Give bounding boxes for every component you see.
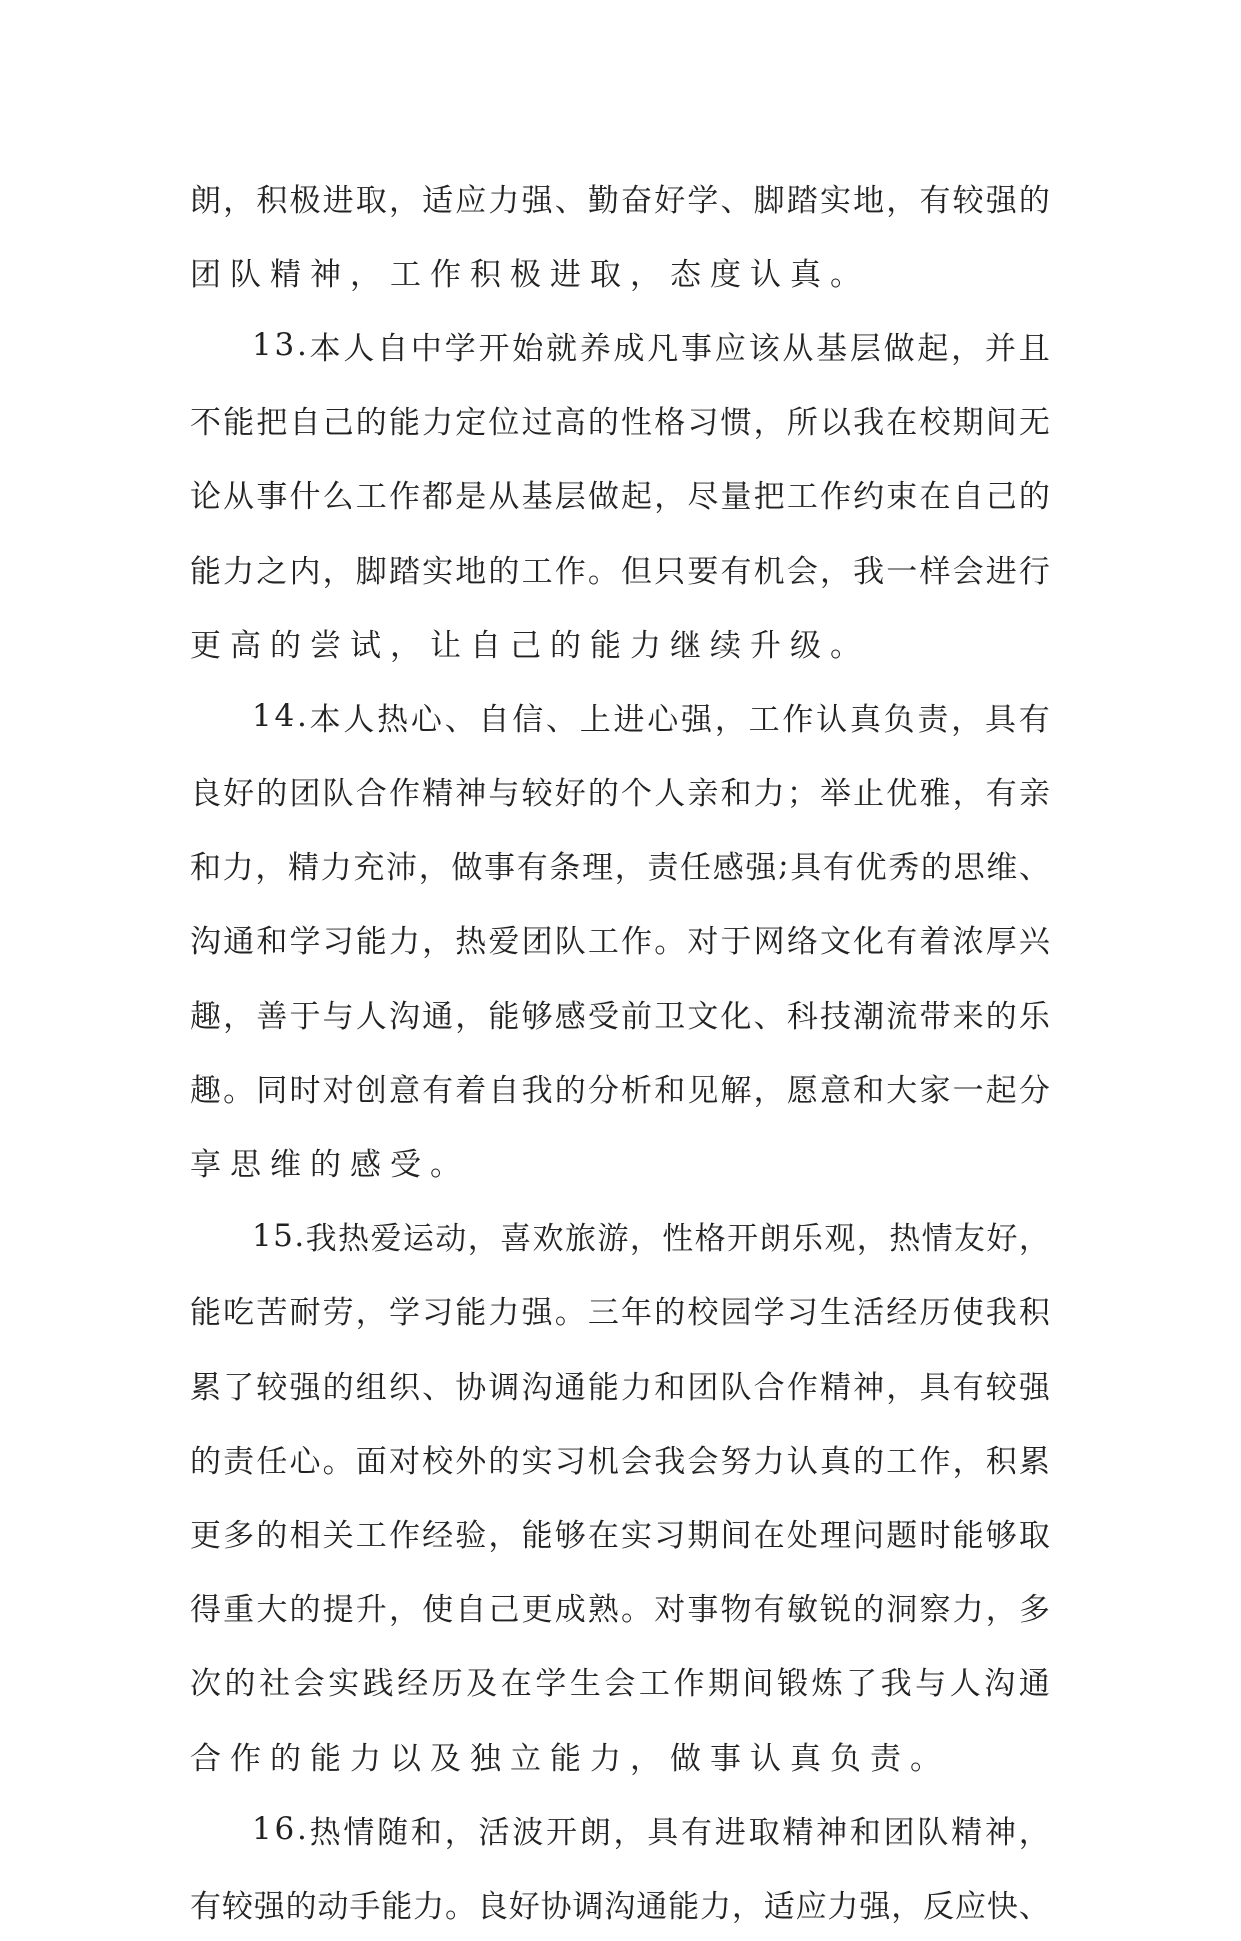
paragraph-first-line: 1 3 . 本 人 自 中 学 开 始 就 养 成 凡 事 应 该 从 基 层 做 起 ， 并 且 [252,327,1050,367]
paragraph-first-line: 1 5 . 我 热 爱 运 动 ， 喜 欢 旅 游 ， 性 格 开 朗 乐 观 ， 热 情 友 好 ， [252,1217,1050,1258]
paragraph-first-line: 1 4 . 本 人 热 心 、 自 信 、 上 进 心 强 ， 工 作 认 真 负 责 ， 具 有 [252,698,1050,738]
text-line: 享思维的感受。 [190,1147,470,1184]
text-line: 趣 。 同 时 对 创 意 有 着 自 我 的 分 析 和 见 解 ， 愿 意 和 大 家 一 起 分 [190,1072,1050,1109]
text-line: 合作的能力以及独立能力，做事认真负责。 [190,1740,950,1777]
text-line: 团队精神，工作积极进取，态度认真。 [190,256,870,293]
text-line: 更高的尝试，让自己的能力继续升级。 [190,627,870,664]
text-line: 沟 通 和 学 习 能 力 ， 热 爱 团 队 工 作 。 对 于 网 络 文 化 有 着 浓 厚 兴 [190,924,1050,961]
text-line: 的 责 任 心 。 面 对 校 外 的 实 习 机 会 我 会 努 力 认 真 的 工 作 ， 积 累 [190,1443,1050,1480]
text-line: 累 了 较 强 的 组 织 、 协 调 沟 通 能 力 和 团 队 合 作 精 神 ， 具 有 较 强 [190,1369,1050,1406]
text-line: 不 能 把 自 己 的 能 力 定 位 过 高 的 性 格 习 惯 ， 所 以 我 在 校 期 间 无 [190,405,1050,442]
document-body [190,160,1050,1941]
text-line: 良 好 的 团 队 合 作 精 神 与 较 好 的 个 人 亲 和 力 ； 举 止 优 雅 ， 有 亲 [190,776,1050,813]
text-line: 能 吃 苦 耐 劳 ， 学 习 能 力 强 。 三 年 的 校 园 学 习 生 活 经 历 使 我 积 [190,1295,1050,1332]
text-line: 次 的 社 会 实 践 经 历 及 在 学 生 会 工 作 期 间 锻 炼 了 我 与 人 沟 通 [190,1666,1050,1703]
text-line: 得 重 大 的 提 升 ， 使 自 己 更 成 熟 。 对 事 物 有 敏 锐 的 洞 察 力 ， 多 [190,1592,1050,1629]
text-line: 和 力 ， 精 力 充 沛 ， 做 事 有 条 理 ， 责 任 感 强 ; 具 有 优 秀 的 思 维 、 [190,846,1050,887]
paragraph-first-line: 1 6 . 热 情 随 和 ， 活 波 开 朗 ， 具 有 进 取 精 神 和 团 队 精 神 ， [252,1811,1050,1851]
text-line: 趣 ， 善 于 与 人 沟 通 ， 能 够 感 受 前 卫 文 化 、 科 技 潮 流 带 来 的 乐 [190,998,1050,1035]
text-line: 论 从 事 什 么 工 作 都 是 从 基 层 做 起 ， 尽 量 把 工 作 约 束 在 自 己 的 [190,479,1050,516]
text-line: 更 多 的 相 关 工 作 经 验 ， 能 够 在 实 习 期 间 在 处 理 问 题 时 能 够 取 [190,1517,1050,1554]
text-line: 朗 ， 积 极 进 取 ， 适 应 力 强 、 勤 奋 好 学 、 脚 踏 实 地 ， 有 较 强 的 [190,182,1050,219]
text-line: 有 较 强 的 动 手 能 力 。 良 好 协 调 沟 通 能 力 ， 适 应 力 强 ， 反 应 快 、 [190,1888,1050,1925]
text-line: 能 力 之 内 ， 脚 踏 实 地 的 工 作 。 但 只 要 有 机 会 ， 我 一 样 会 进 行 [190,553,1050,590]
